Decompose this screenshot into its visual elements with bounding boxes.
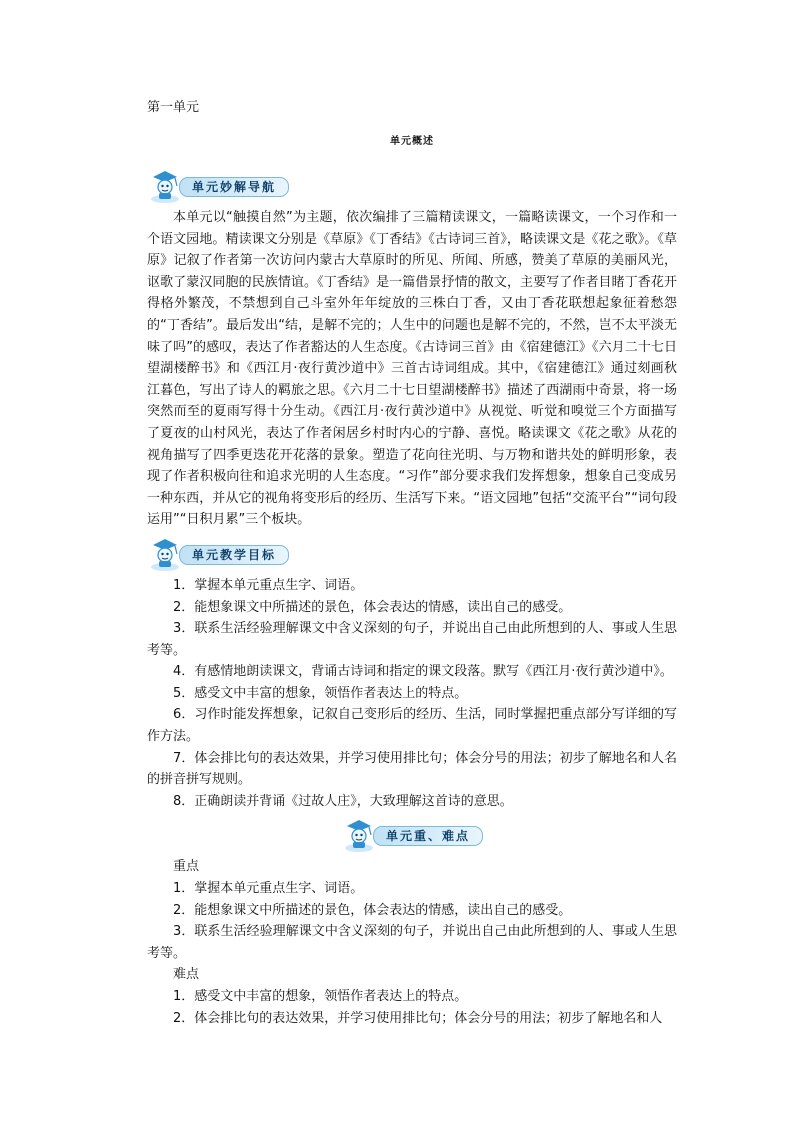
difficult-points-label: 难点	[173, 967, 200, 983]
goal-item: 1．掌握本单元重点生字、词语。	[173, 577, 364, 593]
section-banner-label: 单元教学目标	[179, 545, 289, 565]
cartoon-mascot-icon	[341, 818, 377, 854]
section-banner-key-points	[147, 818, 677, 854]
goal-item: 4．有感情地朗读课文，背诵古诗词和指定的课文段落。默写《西江月·夜行黄沙道中》。	[173, 664, 673, 680]
unit-label: 第一单元	[147, 100, 200, 115]
goal-item: 2．能想象课文中所描述的景色，体会表达的情感，读出自己的感受。	[173, 599, 572, 615]
goal-item: 5．感受文中丰富的想象，领悟作者表达上的特点。	[173, 685, 468, 701]
section-banner-label: 单元重、难点	[373, 826, 483, 846]
key-points-label: 重点	[173, 859, 200, 875]
overview-title: 单元概述	[390, 136, 434, 147]
overview-paragraph: 本单元以“触摸自然”为主题，依次编排了三篇精读课文，一篇略读课文，一个习作和一个语文园地。精读课文分别是《草原》《丁香结》《古诗词三首》，略读课文是《花之歌》。《草原》记叙了作者第一次访问内蒙古大草原时的所见、所闻、所感，赞美了草原的美丽风光，讴歌了蒙汉同胞的民族情谊。《丁香结》是一篇借景抒情的散文，主要写了作者目睹丁香花开得格外繁茂，不禁想到自己斗室外年年绽放的三株白丁香，又由丁香花联想起象征着愁怨的“丁香结”。最后发出“结，是解不完的；人生中的问题也是解不完的，不然，岂不太平淡无味了吗”的感叹，表达了作者豁达的人生态度。《古诗词三首》由《宿建德江》《六月二十七日望湖楼醉书》和《西江月·夜行黄沙道中》三首古诗词组成。其中，《宿建德江》通过刻画秋江暮色，写出了诗人的羁旅之思。《六月二十七日望湖楼醉书》描述了西湖雨中奇景，将一场突然而至的夏雨写得十分生动。《西江月·夜行黄沙道中》从视觉、听觉和嗅觉三个方面描写了夏夜的山村风光，表达了作者闲居乡村时内心的宁静、喜悦。略读课文《花之歌》从花的视角描写了四季更迭花开花落的景象。塑造了花向往光明、与万物和谐共处的鲜明形象，表现了作者积极向往和追求光明的人生态度。“习作”部分要求我们发挥想象，想象自己变成另一种东西，并从它的视角将变形后的经历、生活写下来。“语文园地”包括“交流平台”“词句段运用”“日积月累”三个板块。	[147, 210, 677, 528]
section-banner-goals	[147, 537, 677, 573]
cartoon-mascot-icon	[147, 537, 183, 573]
key-point-item: 1．掌握本单元重点生字、词语。	[173, 881, 364, 897]
cartoon-mascot-icon	[147, 169, 183, 205]
section-banner-navigation	[147, 169, 677, 205]
difficult-point-item: 1．感受文中丰富的想象，领悟作者表达上的特点。	[173, 989, 468, 1004]
key-point-item: 2．能想象课文中所描述的景色，体会表达的情感，读出自己的感受。	[173, 902, 572, 918]
goal-item: 8．正确朗读并背诵《过故人庄》，大致理解这首诗的意思。	[173, 793, 513, 809]
key-point-item: 3．联系生活经验理解课文中含义深刻的句子，并说出自己由此所想到的人、事或人生思考等。	[147, 924, 677, 961]
difficult-point-item: 2．体会排比句的表达效果，并学习使用排比句；体会分号的用法；初步了解地名和人	[173, 1010, 663, 1026]
goal-item: 6．习作时能发挥想象，记叙自己变形后的经历、生活，同时掌握把重点部分写详细的写作方法。	[147, 707, 677, 745]
goal-item: 7．体会排比句的表达效果，并学习使用排比句；体会分号的用法；初步了解地名和人名的拼音拼写规则。	[147, 750, 677, 788]
section-banner-label: 单元妙解导航	[179, 177, 289, 197]
document-page	[147, 98, 677, 1029]
goal-item: 3．联系生活经验理解课文中含义深刻的句子，并说出自己由此所想到的人、事或人生思考等。	[147, 621, 677, 658]
